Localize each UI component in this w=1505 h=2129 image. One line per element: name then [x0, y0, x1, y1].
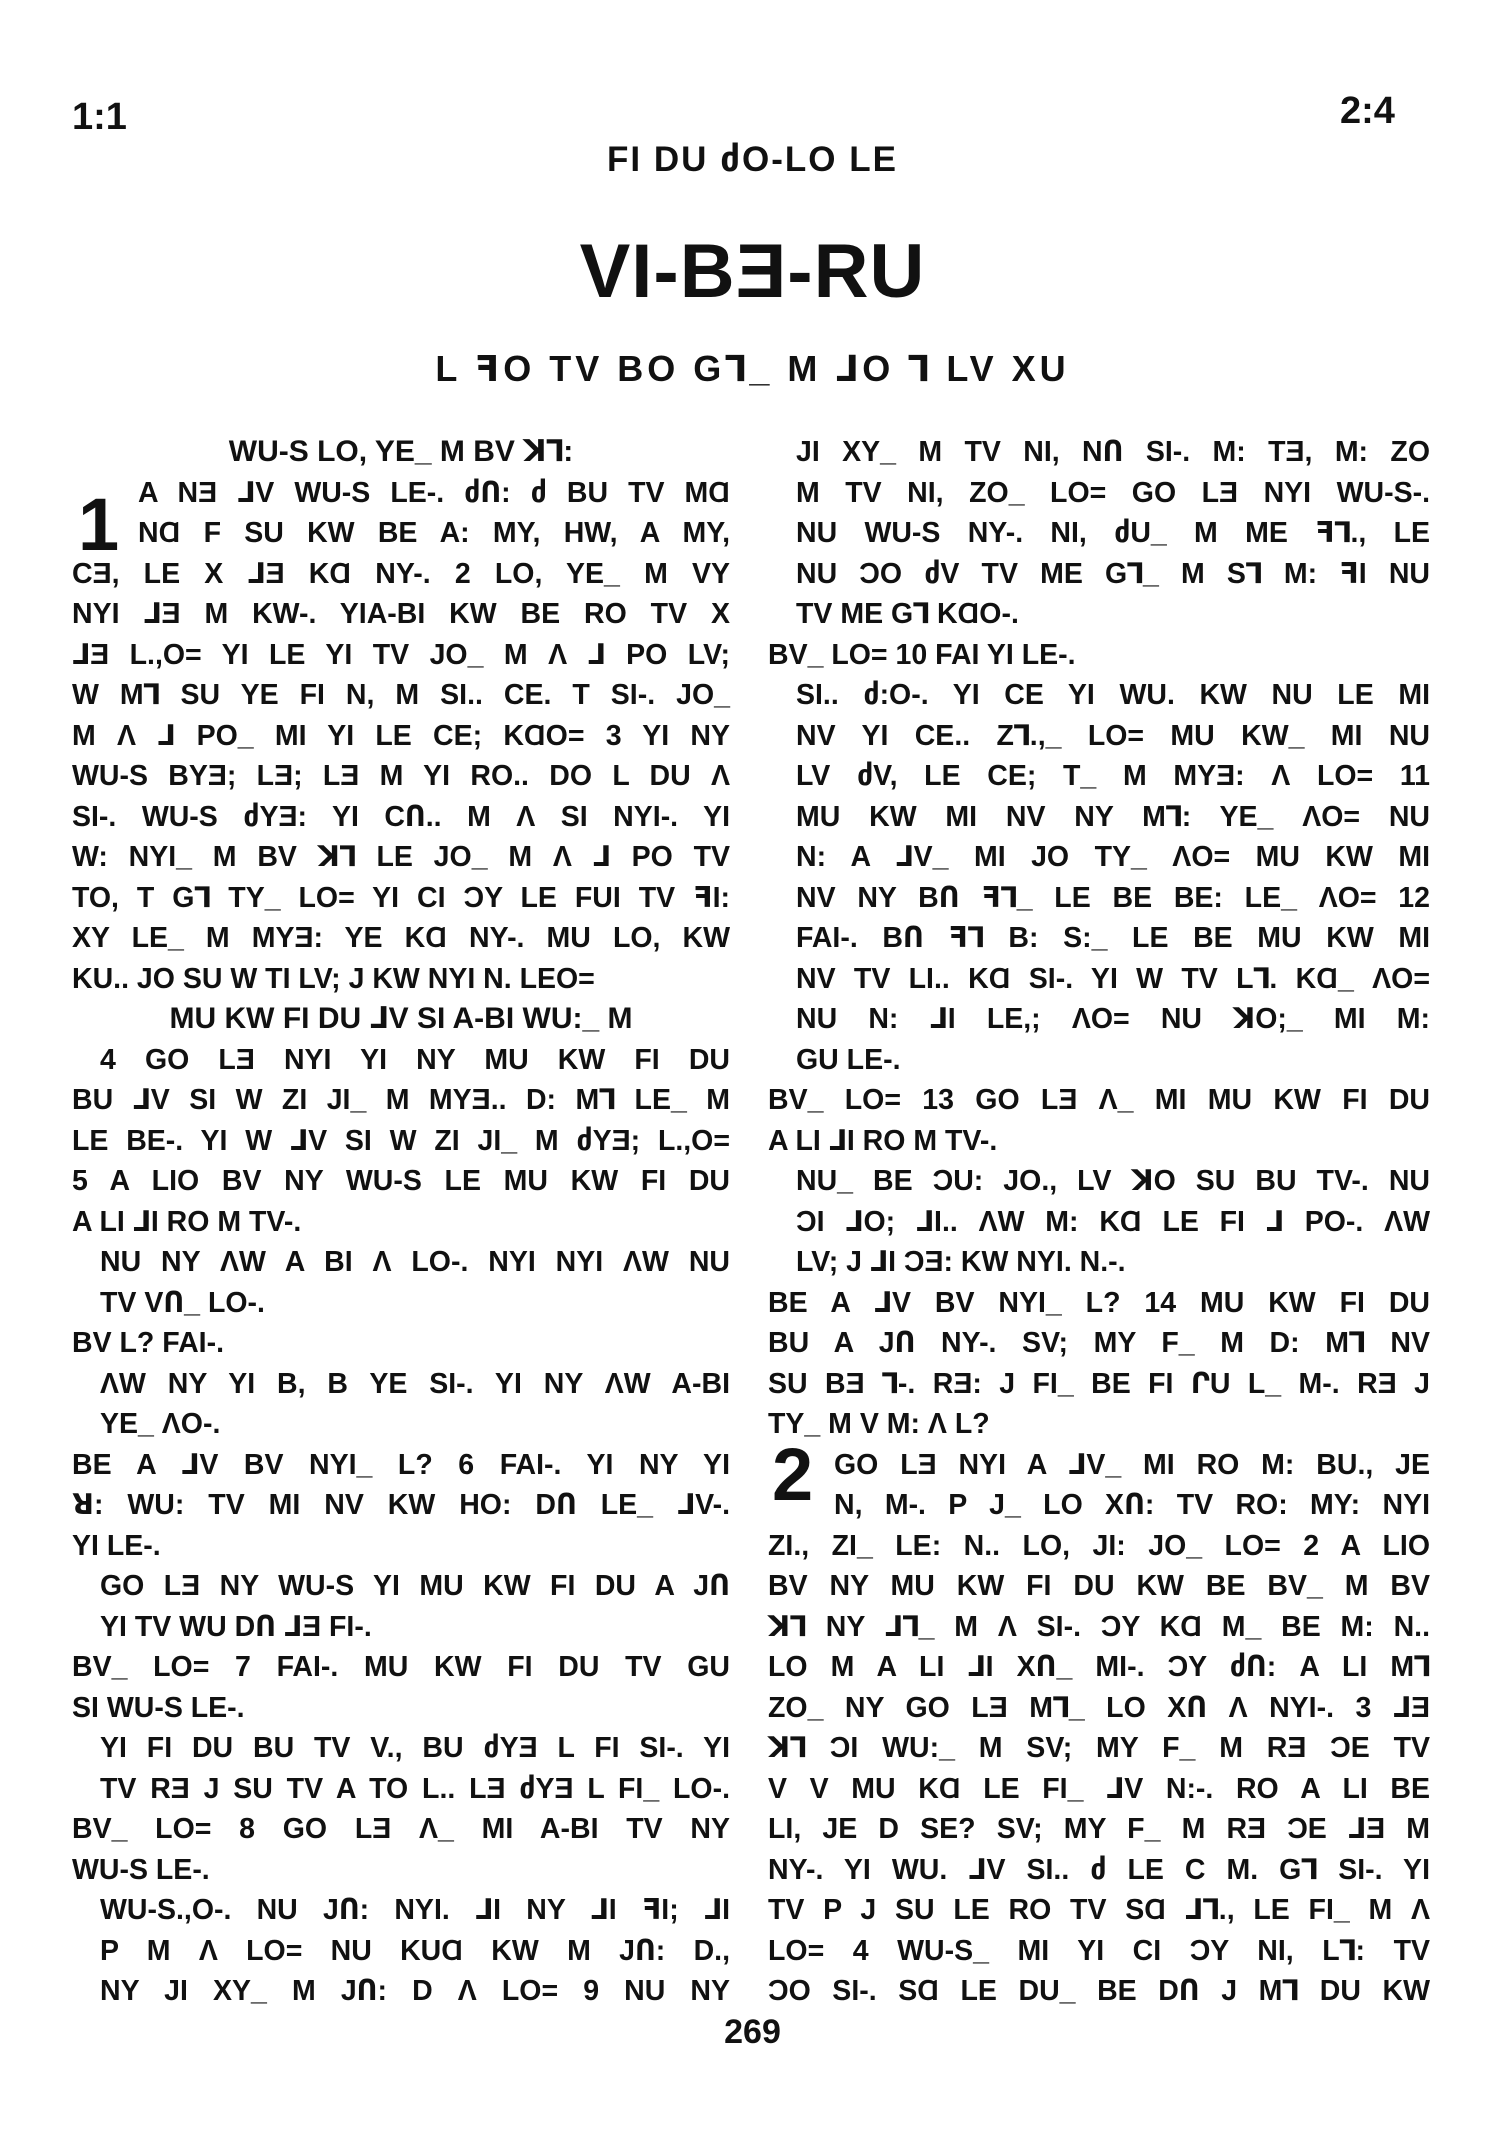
text-line: ZI., ZI_ LE: N.. LO, JI: JO_ LO= 2 A LIO	[768, 1529, 1430, 1562]
text-line: TV P J SU LE RO TV SⱭ ⅃⅂., LE FI_ M Λ	[768, 1894, 1430, 1926]
text-line: YI TV WU DՈ ⅃Ǝ FI-.	[100, 1610, 372, 1643]
text-line: NYI ⅃Ǝ M KW-. YIA-BI KW BE RO TV X	[72, 598, 730, 630]
text-line: WU-S LE-.	[72, 1853, 210, 1886]
section-heading: MU KW FI DU ⅃V SI A-BI WU:_ M	[169, 1002, 633, 1035]
text-line: ΛW NY YI B, B YE SI-. YI NY ΛW A-BI	[100, 1367, 730, 1400]
text-line: BV_ LO= 8 GO LƎ Λ_ MI A-BI TV NY	[72, 1813, 730, 1845]
text-line: ƆI ⅃O; ⅃I.. ΛW M: KⱭ LE FI ⅃ PO-. ΛW	[796, 1205, 1430, 1238]
text-line: BV_ LO= 7 FAI-. MU KW FI DU TV GU	[72, 1651, 730, 1683]
chapter-verse-start: 1:1	[72, 96, 127, 138]
text-line: BV_ LO= 13 GO LƎ Λ_ MI MU KW FI DU	[768, 1084, 1430, 1116]
text-line: YI LE-.	[72, 1529, 161, 1562]
text-line: WU-S.,O-. NU JՈ: NYI. ⅃I NY ⅃I ꟻI; ⅃I	[100, 1894, 730, 1926]
text-line: P M Λ LO= NU KUⱭ KW M JՈ: D.,	[100, 1934, 730, 1967]
text-line: LV ძV, LE CE; T_ M MYƎ: Λ LO= 11	[796, 760, 1430, 792]
text-line: A LI ⅃I RO M TV-.	[768, 1124, 998, 1157]
text-line: NU ƆO ძV TV ME G⅂_ M S⅂ M: ꟻI NU	[796, 557, 1430, 590]
page-number: 269	[724, 2013, 781, 2051]
text-line: NY-. YI WU. ⅃V SI.. ძ LE C M. G⅂ SI-. YI	[768, 1853, 1430, 1886]
text-line: BE A ⅃V BV NYI_ L? 6 FAI-. YI NY YI	[72, 1448, 730, 1481]
text-line: BU A JՈ NY-. SV; MY F_ M D: M⅂ NV	[768, 1327, 1430, 1359]
book-subtitle: L ꟻO TV BO G⅂_ M ⅃O ⅂ LV XU	[435, 348, 1070, 389]
text-line: BU ⅃V SI W ZI JI_ M MYƎ.. D: M⅂ LE_ M	[72, 1084, 730, 1116]
text-line: XY LE_ M MYƎ: YE KⱭ NY-. MU LO, KW	[72, 922, 730, 954]
text-line: NV YI CE.. Z⅂.,_ LO= MU KW_ MI NU	[796, 719, 1430, 752]
text-line: NV NY BՈ ꟻ⅂_ LE BE BE: LE_ ΛO= 12	[796, 881, 1430, 914]
text-line: ꓘ⅂ ƆI WU:_ M SV; MY F_ M RƎ ƆE TV	[768, 1732, 1430, 1764]
text-line: TV VՈ_ LO-.	[100, 1286, 265, 1319]
text-line: BE A ⅃V BV NYI_ L? 14 MU KW FI DU	[768, 1286, 1430, 1319]
text-line: WU-S BYƎ; LƎ; LƎ M YI RO.. DO L DU Λ	[72, 760, 730, 792]
text-line: NU_ BE ƆU: JO., LV ꓘO SU BU TV-. NU	[796, 1165, 1430, 1197]
text-line: 5 A LIO BV NY WU-S LE MU KW FI DU	[72, 1165, 730, 1197]
text-line: FAI-. BՈ ꟻ⅂ B: S:_ LE BE MU KW MI	[796, 922, 1430, 954]
text-line: 4 GO LƎ NYI YI NY MU KW FI DU	[100, 1043, 730, 1076]
text-line: YI FI DU BU TV V., BU ძYƎ L FI SI-. YI	[100, 1732, 730, 1764]
text-line: NU N: ⅃I LE,; ΛO= NU ꓘO;_ MI M:	[796, 1003, 1430, 1035]
text-line: BV NY MU KW FI DU KW BE BV_ M BV	[768, 1570, 1430, 1602]
text-line: KU.. JO SU W TI LV; J KW NYI N. LEO=	[72, 962, 595, 995]
text-line: GU LE-.	[796, 1043, 901, 1076]
text-line: LE BE-. YI W ⅃V SI W ZI JI_ M ძYƎ; L.,O=	[72, 1124, 730, 1157]
text-line: TO, T G⅂ TY_ LO= YI CI ƆY LE FUI TV ꟻI:	[72, 881, 730, 914]
text-line: ⅃Ǝ L.,O= YI LE YI TV JO_ M Λ ⅃ PO LV;	[72, 638, 730, 671]
chapter-number-2: 2	[772, 1433, 814, 1516]
text-line: ꓘ⅂ NY ⅃⅂_ M Λ SI-. ƆY KⱭ M_ BE M: N..	[768, 1610, 1430, 1643]
text-column-left	[72, 432, 730, 2012]
text-line: SI-. WU-S ძYƎ: YI CՈ.. M Λ SI NYI-. YI	[72, 800, 730, 833]
text-line: W: NYI_ M BV ꓘ⅂ LE JO_ M Λ ⅃ PO TV	[72, 841, 730, 873]
text-line: SI WU-S LE-.	[72, 1691, 245, 1724]
text-line: SU BƎ ⅂-. RƎ: J FI_ BE FI ՐU L_ M-. RƎ J	[768, 1367, 1430, 1400]
text-line: ƆO SI-. SⱭ LE DU_ BE DՈ J M⅂ DU KW	[768, 1975, 1430, 2007]
text-line: W M⅂ SU YE FI N, M SI.. CE. T SI-. JO_	[72, 679, 730, 711]
text-line: TV RƎ J SU TV A TO L.. LƎ ძYƎ L FI_ LO-.	[100, 1772, 730, 1805]
text-line: LI, JE D SE? SV; MY F_ M RƎ ƆE ⅃Ǝ M	[768, 1813, 1430, 1845]
text-line: M Λ ⅃ PO_ MI YI LE CE; KⱭO= 3 YI NY	[72, 719, 730, 752]
text-line: LO M A LI ⅃I XՈ_ MI-. ƆY ძՈ: A LI M⅂	[768, 1651, 1430, 1683]
text-line: A LI ⅃I RO M TV-.	[72, 1205, 302, 1238]
text-line: BV L? FAI-.	[72, 1327, 224, 1359]
text-line: N: A ⅃V_ MI JO TY_ ΛO= MU KW MI	[796, 841, 1430, 873]
text-line: NV TV LI.. KⱭ SI-. YI W TV L⅂. KⱭ_ ΛO=	[796, 962, 1430, 995]
text-line: JI XY_ M TV NI, NՈ SI-. M: TƎ, M: ZO	[796, 436, 1430, 468]
text-line: N, M-. P J_ LO XՈ: TV RO: MY: NYI	[834, 1489, 1430, 1521]
text-line: YE_ ΛO-.	[100, 1408, 221, 1440]
text-line: GO LƎ NYI A ⅃V_ MI RO M: BU., JE	[834, 1448, 1430, 1481]
text-line: SI.. ძ:O-. YI CE YI WU. KW NU LE MI	[796, 679, 1430, 711]
text-line: GO LƎ NY WU-S YI MU KW FI DU A JՈ	[100, 1570, 730, 1602]
text-line: TV ME G⅂ KⱭO-.	[796, 598, 1019, 630]
book-title: VI-BƎ-RU	[579, 229, 926, 314]
text-line: MU KW MI NV NY M⅂: YE_ ΛO= NU	[796, 800, 1430, 833]
text-line: BV_ LO= 10 FAI YI LE-.	[768, 638, 1076, 671]
book-header: FI DU ძO-LO LE	[607, 140, 898, 179]
text-line: ZO_ NY GO LƎ M⅂_ LO XՈ Λ NYI-. 3 ⅃Ǝ	[768, 1691, 1430, 1724]
text-line: CƎ, LE X ⅃Ǝ KⱭ NY-. 2 LO, YE_ M VY	[72, 557, 730, 590]
text-line: LO= 4 WU-S_ MI YI CI ƆY NI, L⅂: TV	[768, 1934, 1430, 1967]
text-line: TY_ M V M: Λ L?	[768, 1408, 990, 1440]
text-line: M TV NI, ZO_ LO= GO LƎ NYI WU-S-.	[796, 476, 1430, 509]
text-line: V V MU KⱭ LE FI_ ⅃V N:-. RO A LI BE	[768, 1772, 1430, 1805]
chapter-number-1: 1	[78, 483, 120, 566]
chapter-verse-end: 2:4	[1340, 90, 1395, 132]
text-line: NY JI XY_ M JՈ: D Λ LO= 9 NU NY	[100, 1975, 730, 2007]
text-line: A NƎ ⅃V WU-S LE-. ძՈ: ძ BU TV MⱭ	[138, 476, 730, 509]
text-line: LV; J ⅃I ƆƎ: KW NYI. N.-.	[796, 1246, 1126, 1278]
text-line: ꓤ: WU: TV MI NV KW HO: DՈ LE_ ⅃V-.	[72, 1489, 730, 1521]
section-heading: WU-S LO, YE_ M BV ꓘ⅂:	[228, 435, 574, 468]
text-line: NU NY ΛW A BI Λ LO-. NYI NYI ΛW NU	[100, 1246, 730, 1278]
text-column-right	[768, 432, 1430, 2012]
text-line: NU WU-S NY-. NI, ძU_ M ME ꟻ⅂., LE	[796, 517, 1430, 549]
text-line: NⱭ F SU KW BE A: MY, HW, A MY,	[138, 517, 730, 549]
